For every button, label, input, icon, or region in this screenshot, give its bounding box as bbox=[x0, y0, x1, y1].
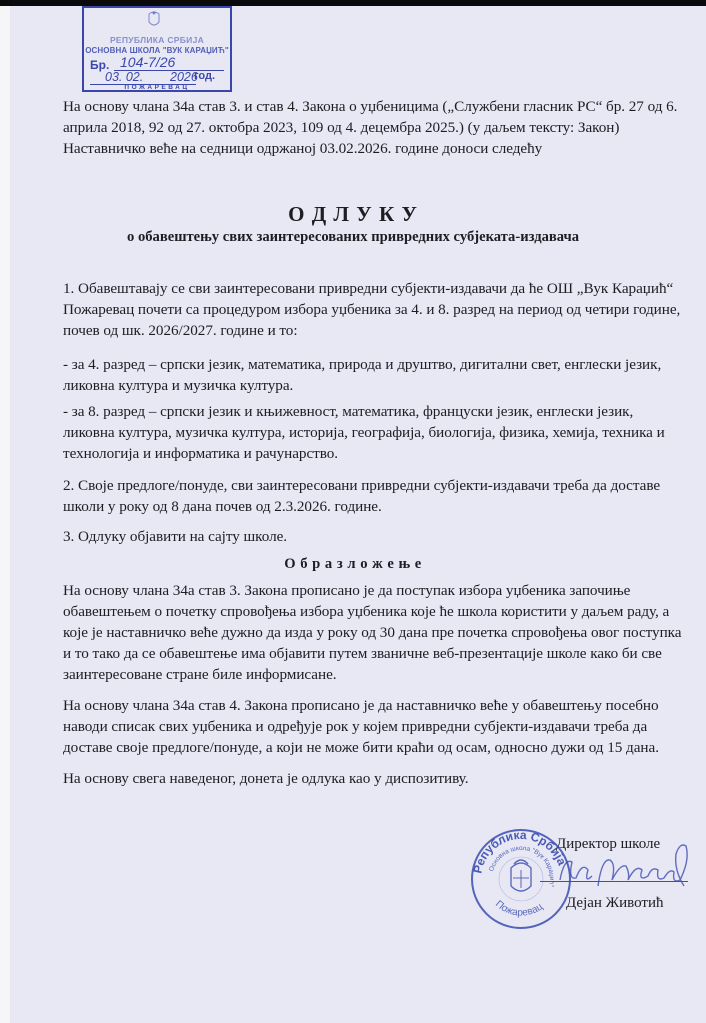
round-stamp-city: Пожаревац bbox=[493, 898, 545, 919]
item1-line: 1. Обавештавају се сви заинтересовани привредни субјекти-издавачи да ће ОШ „Вук Караџић“ bbox=[63, 280, 674, 297]
document-title: О Д Л У К У bbox=[288, 202, 418, 226]
stamp-date bbox=[90, 70, 196, 85]
stamp-year-suffix: год. bbox=[194, 70, 216, 82]
stamp-number-label: Бр. bbox=[90, 58, 110, 72]
item2-line: школи у року од 8 дана почев од 2.3.2026. године. bbox=[63, 498, 382, 515]
round-school-stamp bbox=[470, 828, 572, 930]
registry-stamp bbox=[82, 6, 232, 92]
item2-line: 2. Своје предлоге/понуде, сви заинтересовани привредни субјекти-издавачи треба да доставе bbox=[63, 477, 661, 494]
coat-of-arms-icon bbox=[146, 10, 162, 30]
intro-line: Наставничко веће на седници одржаној 03.02.2026. године доноси следећу bbox=[63, 140, 543, 157]
intro-line: На основу члана 34а став 3. и став 4. Закона о уџбеницима („Службени гласник РС“ бр. 27 од 6. bbox=[63, 98, 678, 115]
item1-line: Пожаревац почети са процедуром избора уџбеника за 4. и 8. разред на период од четири године, bbox=[63, 301, 681, 318]
intro-line: априла 2018, 92 од 27. октобра 2023, 109 од 4. децембра 2025.) (у даљем тексту: Закон) bbox=[63, 119, 620, 136]
svg-text:Пожаревац bbox=[493, 899, 545, 919]
left-margin-strip bbox=[0, 6, 10, 1023]
coat-of-arms-icon bbox=[511, 860, 531, 891]
stamp-city: ПОЖАРЕВАЦ bbox=[124, 84, 190, 91]
grade4-line: ликовна култура и музичка култура. bbox=[63, 377, 294, 394]
reasoning1-line: обавештењем о почетку спровођења избора уџбеника које ће школа користити у даљем раду, а bbox=[63, 603, 670, 620]
document-subtitle: о обавештењу свих заинтересованих привредних субјеката-издавача bbox=[127, 229, 579, 245]
reasoning2-line: доставе своје предлоге/понуде, а који не може бити краћи од осам, односно дужи од 15 дана. bbox=[63, 739, 659, 756]
signature-title: Директор школе bbox=[556, 836, 661, 852]
round-stamp-inner-text: Основна школа "Вук Караџић" bbox=[488, 844, 556, 888]
stamp-date-year: 2026 bbox=[170, 70, 198, 84]
reasoning1-line: заинтересоване стране биле информисане. bbox=[63, 666, 337, 683]
item3-line: 3. Одлуку објавити на сајту школе. bbox=[63, 528, 288, 545]
stamp-date-day-month: 03. 02. bbox=[105, 70, 144, 84]
grade8-line: - за 8. разред – српски језик и књижевност, математика, француски језик, енглески језик, bbox=[63, 403, 634, 420]
reasoning2-line: наводи списак свих уџбеника и одређује рок у којем привредни субјекти-издавачи треба да bbox=[63, 718, 648, 735]
stamp-number-value: 104-7/26 bbox=[114, 54, 224, 71]
reasoning-heading: О б р а з л о ж е њ е bbox=[284, 556, 422, 572]
reasoning1-line: и то тако да се обавештење има објавити путем званичне веб-презентације школе како би све bbox=[63, 645, 662, 662]
reasoning1-line: На основу члана 34а став 3. Закона прописано је да поступак избора уџбеника започиње bbox=[63, 582, 631, 599]
round-stamp-outer-text: Република Србија bbox=[470, 828, 570, 875]
grade8-line: ликовна култура, музичка култура, историја, географија, биологија, физика, хемија, техника и bbox=[63, 424, 665, 441]
item1-line: почев од шк. 2026/2027. године и то: bbox=[63, 322, 298, 339]
stamp-line-school: ОСНОВНА ШКОЛА "ВУК КАРАЏИЋ" bbox=[85, 46, 229, 55]
stamp-line-republic: РЕПУБЛИКА СРБИЈА bbox=[109, 35, 205, 45]
grade8-line: технологија и информатика и рачунарство. bbox=[63, 445, 339, 462]
reasoning2-line: На основу члана 34а став 4. Закона прописано је да наставничко веће у обавештењу посебно bbox=[63, 697, 659, 714]
reasoning1-line: које је наставничко веће дужно да изда у року од 30 дана пре почетка спровођења овог поступка bbox=[63, 624, 682, 641]
conclusion-line: На основу свега наведеног, донета је одлука као у диспозитиву. bbox=[63, 770, 469, 787]
signature-name: Дејан Животић bbox=[566, 895, 664, 911]
grade4-line: - за 4. разред – српски језик, математика, природа и друштво, дигитални свет, енглески језик, bbox=[63, 356, 662, 373]
